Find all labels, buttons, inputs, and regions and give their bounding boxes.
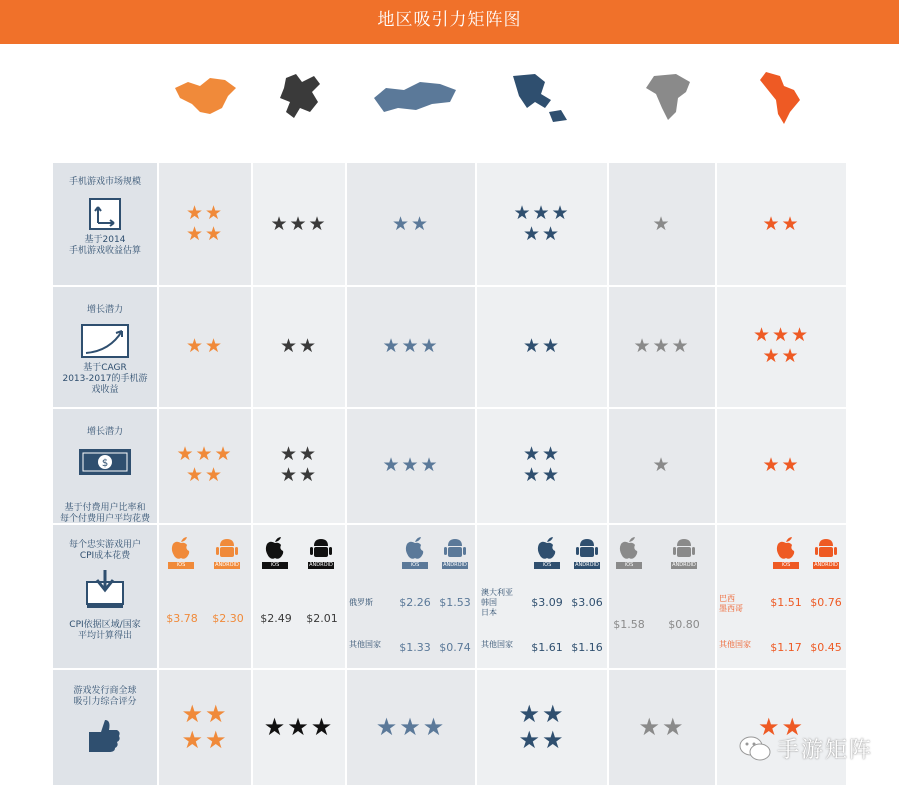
criteria-title: 增长潜力: [86, 427, 123, 437]
watermark-logo: [739, 733, 873, 764]
cpi-value-la-1-android: $0.76: [810, 596, 842, 609]
ios-tag: iOS: [402, 562, 428, 569]
criteria-note: 基于付费用户比率和 每个付费用户平均花费: [59, 503, 150, 524]
region-header-latin-america: [717, 133, 846, 163]
cpi-label-ap-2: 其他国家: [481, 640, 513, 649]
android-tag: ANDROID: [672, 562, 696, 568]
region-header-middle-east-africa: [609, 133, 715, 163]
criteria-overall: [53, 686, 157, 754]
criteria-title: 手机游戏市场规模: [68, 177, 141, 187]
cpi-value-we-android: $2.01: [306, 612, 338, 625]
star-rating: ★★★ ★★: [752, 324, 811, 367]
bar-chart-icon: [88, 197, 122, 231]
criteria-title: 每个忠实游戏用户 CPI成本花费: [68, 540, 141, 561]
cpi-value-ap-2-android: $1.16: [571, 641, 603, 654]
star-rating: ★★ ★★: [181, 699, 229, 754]
star-rating: ★★ ★★: [522, 443, 562, 486]
android-tag: ANDROID: [814, 562, 838, 568]
android-icon: [671, 535, 697, 569]
region-name: 西欧: [286, 140, 311, 155]
apple-icon: [773, 535, 799, 569]
star-rating: ★★★: [375, 712, 447, 741]
star-rating: ★★★: [633, 334, 691, 357]
western-europe-map-icon: [266, 68, 336, 126]
apple-icon: [262, 535, 288, 569]
star-rating: ★★★: [270, 212, 328, 235]
region-name: 亚太地区: [517, 140, 566, 155]
star-rating: ★: [652, 453, 672, 476]
region-header-eastern-europe: [347, 133, 475, 163]
android-icon: [308, 535, 334, 569]
android-tag: ANDROID: [309, 562, 333, 568]
android-icon: [442, 535, 468, 569]
cpi-value-we-ios: $2.49: [260, 612, 292, 625]
cpi-value-ap-1-ios: $3.09: [531, 596, 563, 609]
growth-curve-icon: [80, 323, 130, 359]
star-rating: ★★: [185, 334, 225, 357]
row-divider: [53, 523, 846, 525]
asia-pacific-map-icon: [505, 68, 575, 126]
africa-map-icon: [636, 68, 706, 126]
star-rating: ★★ ★★: [518, 699, 566, 754]
criteria-growth-payers: [53, 424, 157, 525]
region-name: 中东地区 & 非洲: [637, 134, 686, 161]
criteria-growth-revenue: [53, 302, 157, 396]
ios-tag: iOS: [534, 562, 560, 569]
row-divider: [53, 668, 846, 670]
region-name: 北美: [192, 140, 217, 155]
apple-icon: [616, 535, 642, 569]
cpi-value-na-android: $2.30: [212, 612, 244, 625]
cpi-label-la-1: 巴西 墨西哥: [719, 594, 743, 613]
apple-icon: [402, 535, 428, 569]
watermark-text: 手游矩阵: [776, 738, 873, 763]
apple-icon: [168, 535, 194, 569]
criteria-note: 基于CAGR 2013-2017的手机游 戏收益: [62, 363, 148, 395]
cpi-value-mea-android: $0.80: [668, 618, 700, 631]
ios-tag: iOS: [262, 562, 288, 569]
cpi-value-na-ios: $3.78: [166, 612, 198, 625]
title-banner: [0, 0, 899, 44]
cpi-value-la-1-ios: $1.51: [770, 596, 802, 609]
region-name: 拉丁美洲: [757, 140, 806, 155]
criteria-title: 增长潜力: [86, 305, 123, 315]
star-rating: ★★ ★★: [185, 202, 225, 245]
region-header-western-europe: [253, 133, 345, 163]
ios-tag: iOS: [773, 562, 799, 569]
cpi-value-ap-1-android: $3.06: [571, 596, 603, 609]
latin-america-map-icon: [750, 68, 820, 126]
apple-icon: [534, 535, 560, 569]
android-tag: ANDROID: [215, 562, 239, 568]
star-rating: ★★★: [263, 712, 335, 741]
criteria-cpi: [53, 540, 157, 642]
cpi-value-mea-ios: $1.58: [613, 618, 645, 631]
ios-tag: iOS: [168, 562, 194, 569]
cpi-label-ee-1: 俄罗斯: [349, 598, 373, 607]
star-rating: ★★: [522, 334, 562, 357]
cpi-label-ap-1: 澳大利亚 韩国 日本: [481, 588, 513, 617]
star-rating: ★★ ★★: [279, 443, 319, 486]
cpi-value-ee-2-android: $0.74: [439, 641, 471, 654]
android-tag: ANDROID: [575, 562, 599, 568]
download-device-icon: [83, 568, 127, 610]
criteria-note: 基于2014 手机游戏收益估算: [68, 235, 141, 256]
cpi-value-ap-2-ios: $1.61: [531, 641, 563, 654]
eastern-europe-map-icon: [370, 68, 460, 126]
cpi-label-la-2: 其他国家: [719, 640, 751, 649]
cpi-value-la-2-ios: $1.17: [770, 641, 802, 654]
ios-tag: iOS: [616, 562, 642, 569]
star-rating: ★★: [762, 212, 801, 235]
criteria-market-size: [53, 174, 157, 257]
star-rating: ★★: [762, 453, 801, 476]
region-name: 东欧: [398, 140, 423, 155]
cpi-value-ee-1-ios: $2.26: [399, 596, 431, 609]
star-rating: ★★: [757, 712, 806, 741]
star-rating: ★★★: [382, 453, 440, 476]
region-header-asia-pacific: [477, 133, 607, 163]
android-icon: [813, 535, 839, 569]
page-title: 地区吸引力矩阵图: [377, 10, 522, 30]
star-rating: ★★: [391, 212, 431, 235]
star-rating: ★★★: [382, 334, 440, 357]
dollar-bill-icon: [77, 447, 133, 477]
row-divider: [53, 285, 846, 287]
star-rating: ★: [652, 212, 672, 235]
cpi-value-ee-2-ios: $1.33: [399, 641, 431, 654]
star-rating: ★★★ ★★: [513, 202, 571, 245]
svg-text:$: $: [101, 458, 109, 469]
android-icon: [574, 535, 600, 569]
criteria-title: 游戏发行商全球 吸引力综合评分: [73, 686, 137, 707]
star-rating: ★★: [279, 334, 319, 357]
criteria-note: CPI依据区域/国家 平均计算得出: [69, 620, 141, 641]
thumbs-up-icon: [87, 716, 123, 754]
row-divider: [53, 407, 846, 409]
cpi-value-ee-1-android: $1.53: [439, 596, 471, 609]
cpi-label-ee-2: 其他国家: [349, 640, 381, 649]
region-header-north-america: [159, 133, 251, 163]
android-icon: [214, 535, 240, 569]
wechat-icon: [739, 735, 771, 763]
north-america-map-icon: [170, 68, 240, 126]
star-rating: ★★: [638, 712, 686, 741]
android-tag: ANDROID: [443, 562, 467, 568]
star-rating: ★★★ ★★: [176, 443, 234, 486]
cpi-value-la-2-android: $0.45: [810, 641, 842, 654]
